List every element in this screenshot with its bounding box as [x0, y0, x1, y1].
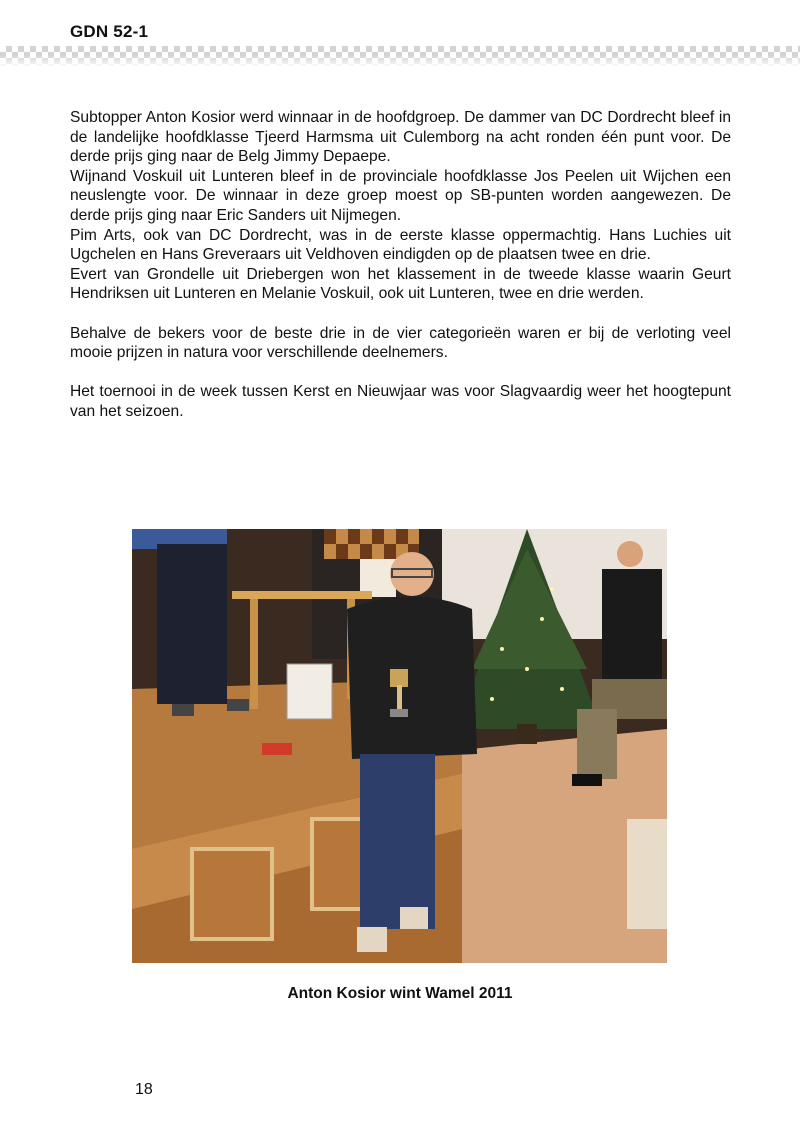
paragraph-eerste-klasse: Pim Arts, ook van DC Dordrecht, was in de eerste klasse oppermachtig. Hans Luchies uit Ugchelen en Hans Greveraars uit Veldhoven eindigden op de plaatsen twee en drie.: [70, 226, 731, 264]
paragraph-prizes: Behalve de bekers voor de beste drie in de vier categorieën waren er bij de verloting veel mooie prijzen in natura voor verschillende deelnemers.: [70, 324, 731, 362]
photo-caption: Anton Kosior wint Wamel 2011: [287, 985, 513, 1002]
running-header: GDN 52-1: [70, 22, 149, 41]
winner-photo: [132, 529, 667, 963]
page-number: 18: [135, 1081, 153, 1098]
paragraph-hoofdgroep: Subtopper Anton Kosior werd winnaar in de hoofdgroep. De dammer van DC Dordrecht bleef in de landelijke hoofdklasse Tjeerd Harmsma uit Culemborg na acht ronden één punt voor. De derde prijs ging naar de Belg Jimmy Depaepe.: [70, 109, 731, 166]
checkered-band-fade: [0, 46, 800, 66]
paragraph-highlight: Het toernooi in de week tussen Kerst en Nieuwjaar was voor Slagvaardig weer het hoogtepunt van het seizoen.: [70, 383, 731, 420]
paragraph-provinciale-hoofdklasse: Wijnand Voskuil uit Lunteren bleef in de provinciale hoofdklasse Jos Peelen uit Wijchen een neuslengte voor. De winnaar in deze groep moest op SB-punten worden aangewezen. De derde prijs ging naar Eric Sanders uit Nijmegen.: [70, 167, 731, 224]
article-body: [70, 108, 731, 422]
paragraph-tweede-klasse: Evert van Grondelle uit Driebergen won het klassement in de tweede klasse waarin Geurt Hendriksen uit Lunteren en Melanie Voskuil, ook uit Lunteren, twee en drie werden.: [70, 265, 731, 303]
